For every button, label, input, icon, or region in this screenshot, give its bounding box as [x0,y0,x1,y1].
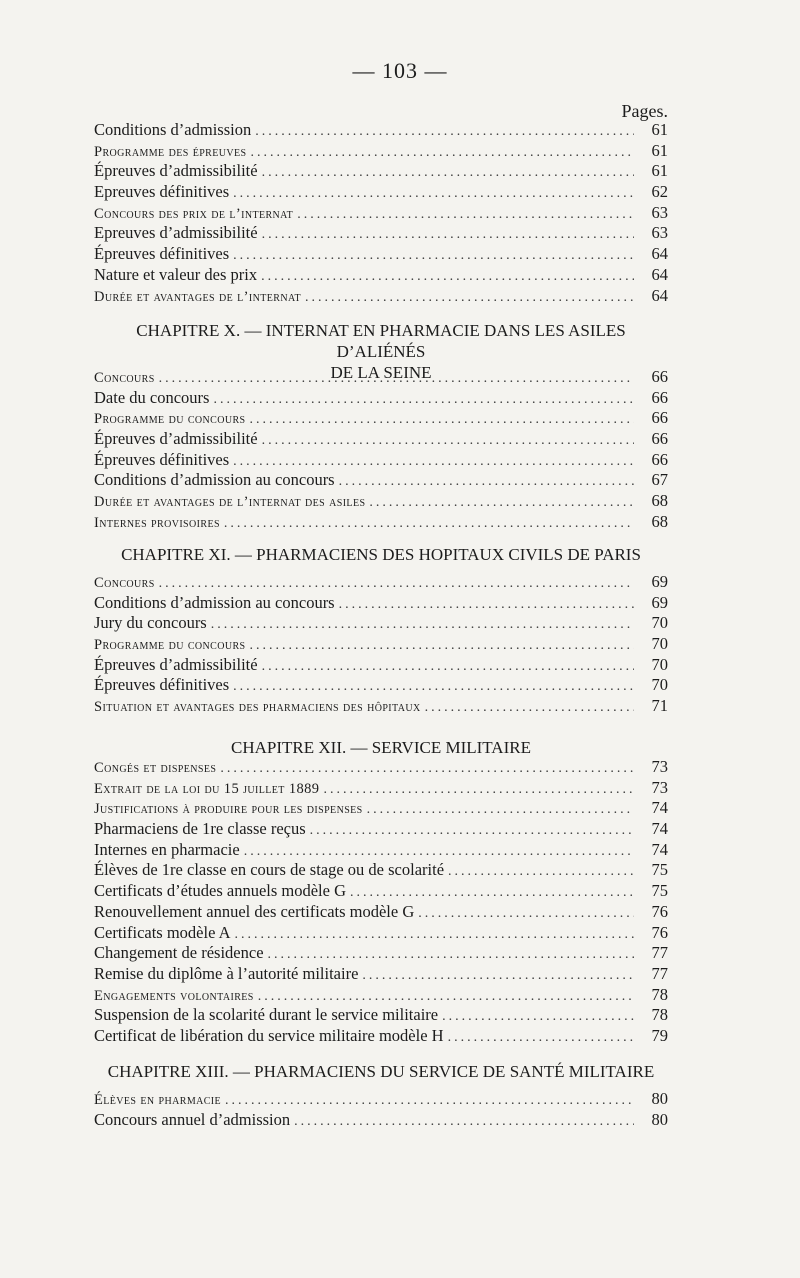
toc-section-4 [94,1089,668,1130]
toc-entry-title: Concours [94,575,155,591]
chapter-heading-line: CHAPITRE XI. — PHARMACIENS DES HOPITAUX CIVILS DE PARIS [121,545,641,564]
toc-entry-page: 75 [651,881,668,901]
toc-entry-page: 63 [651,223,668,243]
toc-entry-page: 61 [651,161,668,181]
dot-leader [233,246,634,267]
toc-entry-page: 77 [651,943,668,963]
toc-entry-title: Internes provisoires [94,514,220,531]
toc-entry [94,923,668,944]
toc-entry-title: Épreuves définitives [94,675,230,695]
toc-entry-title: Élèves en pharmacie [94,1092,222,1108]
toc-entry-page: 68 [651,511,668,531]
toc-entry-page: 66 [651,387,668,407]
toc-entry [94,943,668,964]
toc-entry-page: 74 [651,839,668,859]
dot-leader [225,1091,634,1112]
dot-leader [305,288,634,309]
toc-entry-page: 62 [651,182,668,202]
toc-entry [94,613,668,634]
toc-entry [94,572,668,593]
dot-leader [262,431,634,452]
toc-entry-title: Certificat de libération du service militaire modèle H [94,1025,444,1045]
toc-entry-page: 73 [651,757,668,776]
toc-entry [94,840,668,861]
toc-entry-page: 70 [651,675,668,695]
toc-entry-page: 68 [651,491,668,511]
toc-entry [94,182,668,203]
toc-entry-page: 80 [651,1089,668,1108]
toc-entry-page: 69 [651,592,668,612]
dot-leader [261,267,634,288]
dot-leader [250,636,634,657]
toc-entry-title: Suspension de la scolarité durant le service militaire [94,1005,439,1025]
toc-entry-title: Élèves de 1re classe en cours de stage ou de scolarité [94,860,445,880]
dot-leader [213,390,634,411]
toc-entry-title: Durée et avantages de l’internat des asiles [94,494,366,511]
toc-entry-title: Épreuves d’admissibilité [94,654,258,674]
toc-entry-page: 73 [651,777,668,797]
toc-entry-page: 80 [651,1109,668,1129]
toc-entry-page: 66 [651,408,668,428]
chapter-heading-xiii [94,1061,668,1082]
toc-entry-page: 78 [651,1005,668,1025]
toc-entry-page: 79 [651,1025,668,1045]
chapter-heading-line: CHAPITRE X. — INTERNAT EN PHARMACIE DANS LES ASILES D’ALIÉNÉS [136,321,626,361]
dot-leader [262,163,634,184]
toc-entry [94,203,668,224]
toc-entry [94,593,668,614]
toc-entry-title: Programme du concours [94,411,246,428]
dot-leader [294,1112,634,1133]
toc-entry-title: Epreuves définitives [94,182,230,202]
dot-leader [442,1007,634,1028]
toc-entry-page: 66 [651,449,668,469]
toc-entry [94,244,668,265]
toc-entry-page: 78 [651,984,668,1004]
dot-leader [448,862,634,883]
toc-entry-page: 64 [651,244,668,264]
toc-entry-title: Concours annuel d’admission [94,1109,291,1129]
toc-entry-title: Épreuves définitives [94,449,230,469]
toc-entry [94,388,668,409]
dot-leader [159,369,634,390]
toc-entry-title: Durée et avantages de l’internat [94,288,301,305]
toc-entry [94,1005,668,1026]
toc-entry [94,798,668,819]
pages-column-label: Pages. [621,101,668,121]
toc-entry-title: Congés et dispenses [94,760,217,776]
dot-leader [262,657,634,678]
toc-entry-title: Épreuves d’admissibilité [94,429,258,449]
dot-leader [362,966,634,987]
toc-entry-page: 71 [651,696,668,716]
toc-entry-page: 67 [651,470,668,490]
toc-entry-title: Programme des épreuves [94,143,247,160]
chapter-heading-line: CHAPITRE XIII. — PHARMACIENS DU SERVICE DE SANTÉ MILITAIRE [107,1062,655,1081]
dot-leader [339,472,634,493]
toc-entry-title: Extrait de la loi du 15 juillet 1889 [94,780,320,797]
toc-entry-title: Conditions d’admission au concours [94,470,335,490]
dot-leader [250,143,634,164]
toc-entry [94,860,668,881]
dot-leader [323,780,634,801]
toc-entry [94,634,668,655]
toc-entry-title: Nature et valeur des prix [94,264,258,284]
toc-entry-title: Situation et avantages des pharmaciens des hôpitaux [94,699,421,716]
toc-entry [94,964,668,985]
toc-entry [94,470,668,491]
toc-entry [94,450,668,471]
dot-leader [262,225,634,246]
chapter-heading-xii [94,737,668,758]
toc-entry-title: Engagements volontaires [94,987,254,1004]
dot-leader [258,987,634,1008]
toc-entry [94,512,668,533]
toc-entry-page: 76 [651,922,668,942]
toc-entry [94,675,668,696]
toc-entry [94,429,668,450]
toc-entry-page: 69 [651,572,668,591]
toc-entry-page: 61 [651,140,668,160]
toc-entry [94,1026,668,1047]
dot-leader [159,574,634,595]
toc-entry-page: 63 [651,202,668,222]
toc-entry-page: 64 [651,264,668,284]
toc-entry [94,696,668,717]
toc-entry-title: Pharmaciens de 1re classe reçus [94,819,306,839]
toc-entry-title: Internes en pharmacie [94,839,240,859]
dot-leader [339,595,634,616]
toc-entry-page: 70 [651,654,668,674]
dot-leader [310,821,634,842]
toc-entry-title: Conditions d’admission au concours [94,592,335,612]
dot-leader [233,452,634,473]
toc-entry-page: 74 [651,798,668,818]
dot-leader [250,410,634,431]
toc-entry-title: Concours des prix de l’internat [94,205,294,222]
toc-entry [94,286,668,307]
dot-leader [211,615,634,636]
toc-entry-page: 64 [651,285,668,305]
toc-entry [94,367,668,388]
toc-entry [94,757,668,778]
toc-entry [94,120,668,141]
toc-entry-title: Renouvellement annuel des certificats modèle G [94,901,415,921]
toc-section-0 [94,120,668,306]
toc-entry-page: 70 [651,634,668,654]
toc-entry-title: Certificats d’études annuels modèle G [94,881,347,901]
toc-entry [94,491,668,512]
toc-entry [94,881,668,902]
toc-entry-title: Date du concours [94,387,210,407]
page-number: — 103 — [352,58,448,83]
dot-leader [367,800,634,821]
toc-section-2 [94,572,668,717]
dot-leader [233,184,634,205]
toc-entry-title: Certificats modèle A [94,922,231,942]
toc-entry-page: 66 [651,367,668,386]
dot-leader [350,883,634,904]
toc-entry [94,1110,668,1131]
dot-leader [244,842,634,863]
toc-entry-title: Concours [94,370,155,386]
toc-entry [94,655,668,676]
toc-entry-page: 70 [651,613,668,633]
dot-leader [220,759,634,780]
toc-entry-page: 61 [651,120,668,139]
dot-leader [297,205,634,226]
toc-entry [94,141,668,162]
toc-entry-title: Épreuves d’admissibilité [94,161,258,181]
toc-entry-title: Conditions d’admission [94,120,252,139]
dot-leader [255,122,634,143]
toc-entry [94,985,668,1006]
toc-entry-page: 76 [651,901,668,921]
dot-leader [425,698,634,719]
chapter-heading-line: CHAPITRE XII. — SERVICE MILITAIRE [231,738,531,757]
toc-section-1 [94,367,668,533]
dot-leader [235,925,634,946]
chapter-heading-xi [94,544,668,565]
toc-entry-title: Changement de résidence [94,943,264,963]
dot-leader [224,514,634,535]
toc-entry [94,161,668,182]
toc-entry-page: 66 [651,429,668,449]
toc-entry [94,408,668,429]
dot-leader [418,904,634,925]
toc-entry-page: 77 [651,963,668,983]
chapter-heading-line: DE LA SEINE [330,363,432,382]
toc-entry-title: Jury du concours [94,613,207,633]
toc-entry-page: 74 [651,819,668,839]
toc-entry [94,778,668,799]
toc-entry [94,265,668,286]
dot-leader [233,677,634,698]
toc-entry [94,819,668,840]
toc-entry [94,223,668,244]
toc-entry-title: Programme du concours [94,637,246,654]
toc-entry-title: Justifications à produire pour les dispenses [94,801,363,818]
dot-leader [268,945,634,966]
toc-entry-title: Épreuves définitives [94,244,230,264]
dot-leader [369,493,634,514]
toc-entry-page: 75 [651,860,668,880]
toc-entry-title: Epreuves d’admissibilité [94,223,258,243]
toc-entry [94,902,668,923]
toc-section-3 [94,757,668,1047]
toc-entry-title: Remise du diplôme à l’autorité militaire [94,963,359,983]
dot-leader [448,1028,634,1049]
toc-entry [94,1089,668,1110]
